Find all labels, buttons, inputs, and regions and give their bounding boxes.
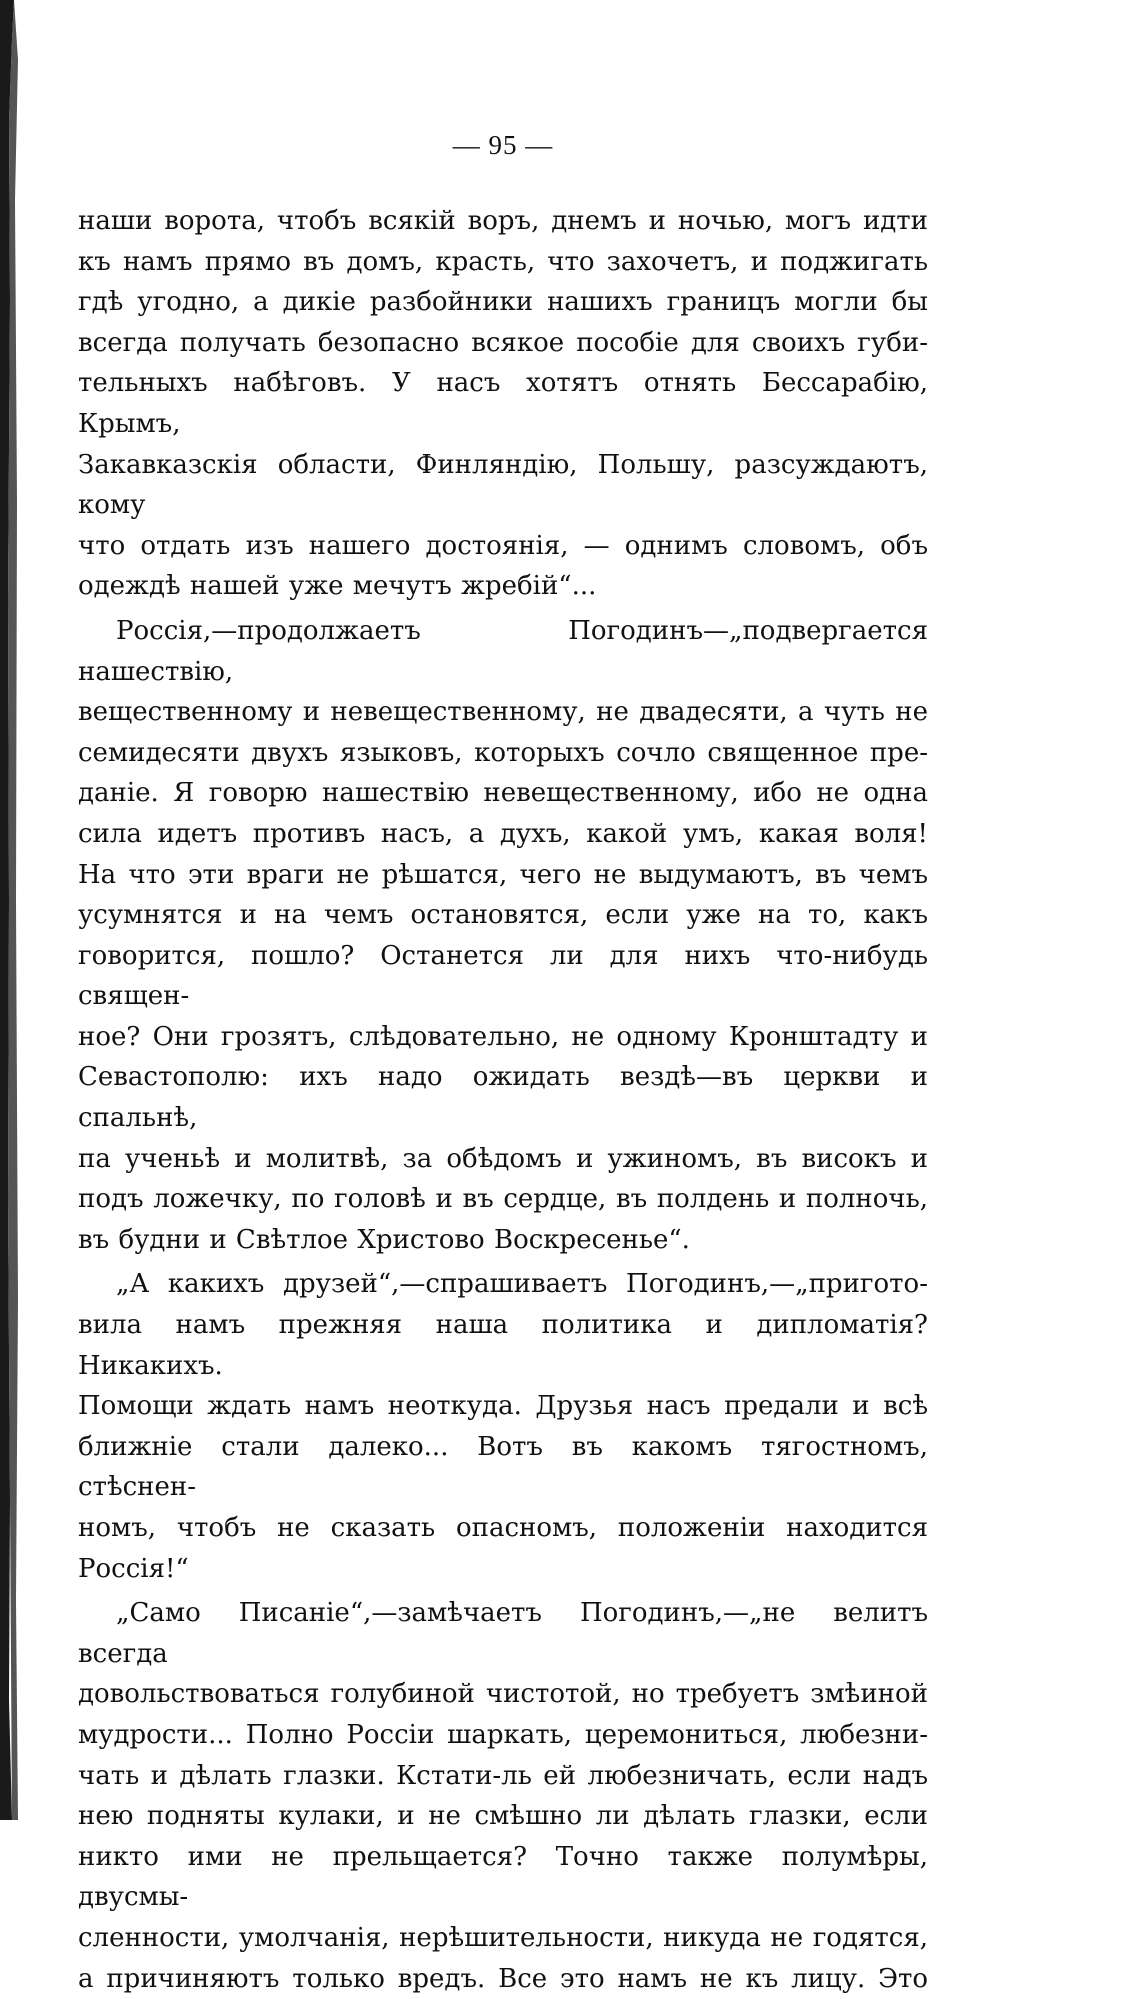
text-line: „А какихъ друзей“,—спрашиваетъ Погодинъ,—„пригото-: [116, 1269, 928, 1300]
text-line: номъ, чтобъ не сказать опасномъ, положеніи находится: [78, 1513, 928, 1543]
text-line: всегда получать безопасно всякое пособіе для своихъ губи-: [78, 327, 928, 358]
text-line: семидесяти двухъ языковъ, которыхъ сочло священное пре-: [78, 737, 928, 768]
text-line: Россія!“: [78, 1553, 189, 1584]
text-line: нею подняты кулаки, и не смѣшно ли дѣлать глазки, если: [78, 1801, 928, 1832]
text-line: а причиняютъ только вредъ. Все это намъ не къ лицу. Это: [78, 1963, 928, 1994]
text-line: На что эти враги не рѣшатся, чего не выдумаютъ, въ чемъ: [78, 859, 928, 890]
text-line: вещественному и невещественному, не двадесяти, а чуть не: [78, 697, 928, 728]
text-line: довольствоваться голубиной чистотой, но требуетъ змѣиной: [78, 1679, 928, 1710]
text-line: Севастополю: ихъ надо ожидать вездѣ—въ церкви и спальнѣ,: [78, 1062, 928, 1134]
text-line: Помощи ждать намъ неоткуда. Друзья насъ предали и всѣ: [78, 1391, 928, 1422]
text-line: чать и дѣлать глазки. Кстати-ль ей любезничать, если надъ: [78, 1760, 928, 1791]
text-line: говорится, пошло? Останется ли для нихъ что-нибудь священ-: [78, 940, 928, 1012]
text-line: наши ворота, чтобъ всякій воръ, днемъ и ночью, могъ идти: [78, 206, 928, 236]
text-line: тельныхъ набѣговъ. У насъ хотятъ отнять Бессарабію, Крымъ,: [78, 368, 928, 439]
text-line: гдѣ угодно, а дикіе разбойники нашихъ границъ могли бы: [78, 287, 928, 318]
text-line: сила идетъ противъ насъ, а духъ, какой умъ, какая воля!: [78, 818, 928, 849]
paragraph-4: [78, 1593, 928, 1999]
text-line: сленности, умолчанія, нерѣшительности, никуда не годятся,: [78, 1922, 928, 1953]
text-line: „Само Писаніе“,—замѣчаетъ Погодинъ,—„не велитъ всегда: [78, 1598, 928, 1669]
text-line: въ будни и Свѣтлое Христово Воскресенье“.: [78, 1224, 690, 1255]
paragraph-3: [78, 1264, 928, 1589]
text-line: мудрости... Полно Россіи шаркать, церемониться, любезни-: [78, 1719, 928, 1750]
text-line: вила намъ прежняя наша политика и дипломатія? Никакихъ.: [78, 1310, 928, 1381]
text-line: усумнятся и на чемъ остановятся, если уже на то, какъ: [78, 900, 928, 931]
text-line: подъ ложечку, по головѣ и въ сердце, въ полдень и полночь,: [78, 1184, 928, 1215]
text-line: Закавказскія области, Финляндію, Польшу, разсуждаютъ, кому: [78, 449, 928, 521]
text-line: къ намъ прямо въ домъ, красть, что захочетъ, и поджигать: [78, 246, 928, 277]
text-line: па ученьѣ и молитвѣ, за обѣдомъ и ужиномъ, въ високъ и: [78, 1143, 928, 1174]
text-line: Россія,—продолжаетъ Погодинъ—„подвергается нашествію,: [78, 615, 928, 687]
text-line: ближніе стали далеко... Вотъ въ какомъ тягостномъ, стѣснен-: [78, 1431, 928, 1503]
text-line: одеждѣ нашей уже мечутъ жребій“...: [78, 571, 597, 602]
book-page: [78, 130, 928, 1999]
paragraph-2: [78, 611, 928, 1261]
text-line: никто ими не прельщается? Точно также полумѣры, двусмы-: [78, 1841, 928, 1913]
text-line: что отдать изъ нашего достоянія, — однимъ словомъ, объ: [78, 530, 928, 561]
paragraph-1: [78, 201, 928, 607]
text-line: ное? Они грозятъ, слѣдовательно, не одному Кронштадту и: [78, 1021, 928, 1052]
page-number: — 95 —: [452, 130, 554, 160]
scan-border-edge: [0, 0, 22, 1820]
text-line: даніе. Я говорю нашествію невещественному, ибо не одна: [78, 778, 928, 809]
